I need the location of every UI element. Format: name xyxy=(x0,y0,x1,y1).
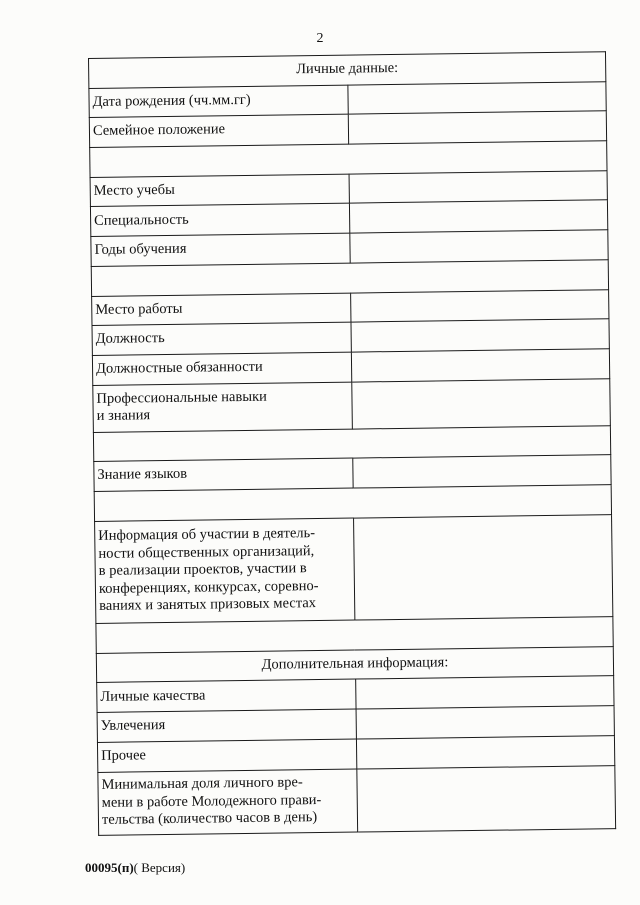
application-form xyxy=(88,51,616,836)
personal-data-header: Личные данные: xyxy=(89,52,606,88)
activities-label-line: в реализации проектов, участии в xyxy=(98,560,307,580)
activities-label-line: ности общественных организаций, xyxy=(98,542,315,562)
activities-field[interactable] xyxy=(353,514,613,620)
activities-label xyxy=(95,518,355,624)
time-commitment-field[interactable] xyxy=(356,765,615,832)
study-years-label: Годы обучения xyxy=(91,233,350,266)
time-commitment-label xyxy=(98,769,357,836)
duties-field[interactable] xyxy=(351,349,610,382)
activities-label-line: конференциях, конкурсах, соревно- xyxy=(98,577,319,597)
skills-label xyxy=(93,382,352,432)
languages-field[interactable] xyxy=(352,455,611,488)
time-commitment-label-line: Минимальная доля личного вре- xyxy=(101,774,303,793)
birth-date-label: Дата рождения (чч.мм.гг) xyxy=(89,85,348,118)
specialty-field[interactable] xyxy=(349,200,608,233)
skills-label-line: Профессиональные навыки xyxy=(96,388,267,407)
activities-row xyxy=(95,514,613,623)
work-place-field[interactable] xyxy=(350,289,609,322)
additional-info-header: Дополнительная информация: xyxy=(96,646,613,682)
skills-field[interactable] xyxy=(351,378,610,428)
specialty-label: Специальность xyxy=(90,204,349,237)
other-field[interactable] xyxy=(356,735,615,768)
document-code xyxy=(85,860,185,876)
study-place-field[interactable] xyxy=(349,170,608,203)
languages-label: Знание языков xyxy=(94,458,353,491)
form-table xyxy=(88,51,616,836)
birth-date-field[interactable] xyxy=(347,81,606,114)
time-commitment-label-line: мени в работе Молодежного прави- xyxy=(101,791,322,811)
personal-qualities-label: Личные качества xyxy=(97,679,356,712)
marital-status-label: Семейное положение xyxy=(89,114,348,147)
marital-status-field[interactable] xyxy=(348,111,607,144)
other-label: Прочее xyxy=(97,739,356,772)
study-place-label: Место учебы xyxy=(90,174,349,207)
work-place-label: Место работы xyxy=(92,293,351,326)
position-field[interactable] xyxy=(350,319,609,352)
skills-row xyxy=(93,378,611,432)
skills-label-line: и знания xyxy=(96,407,151,425)
hobbies-field[interactable] xyxy=(356,706,615,739)
hobbies-label: Увлечения xyxy=(97,709,356,742)
duties-label: Должностные обязанности xyxy=(92,352,351,385)
study-years-field[interactable] xyxy=(349,230,608,263)
document-version: ( Версия) xyxy=(133,860,186,875)
personal-qualities-field[interactable] xyxy=(355,676,614,709)
time-commitment-row xyxy=(98,765,616,835)
page-number: 2 xyxy=(316,31,324,46)
document-code-number: 00095(п) xyxy=(85,860,134,875)
activities-label-line: Информация об участии в деятель- xyxy=(98,525,316,545)
time-commitment-label-line: тельства (количество часов в день) xyxy=(101,809,318,828)
position-label: Должность xyxy=(92,322,351,355)
activities-label-line: ваниях и занятых призовых местах xyxy=(99,595,317,615)
